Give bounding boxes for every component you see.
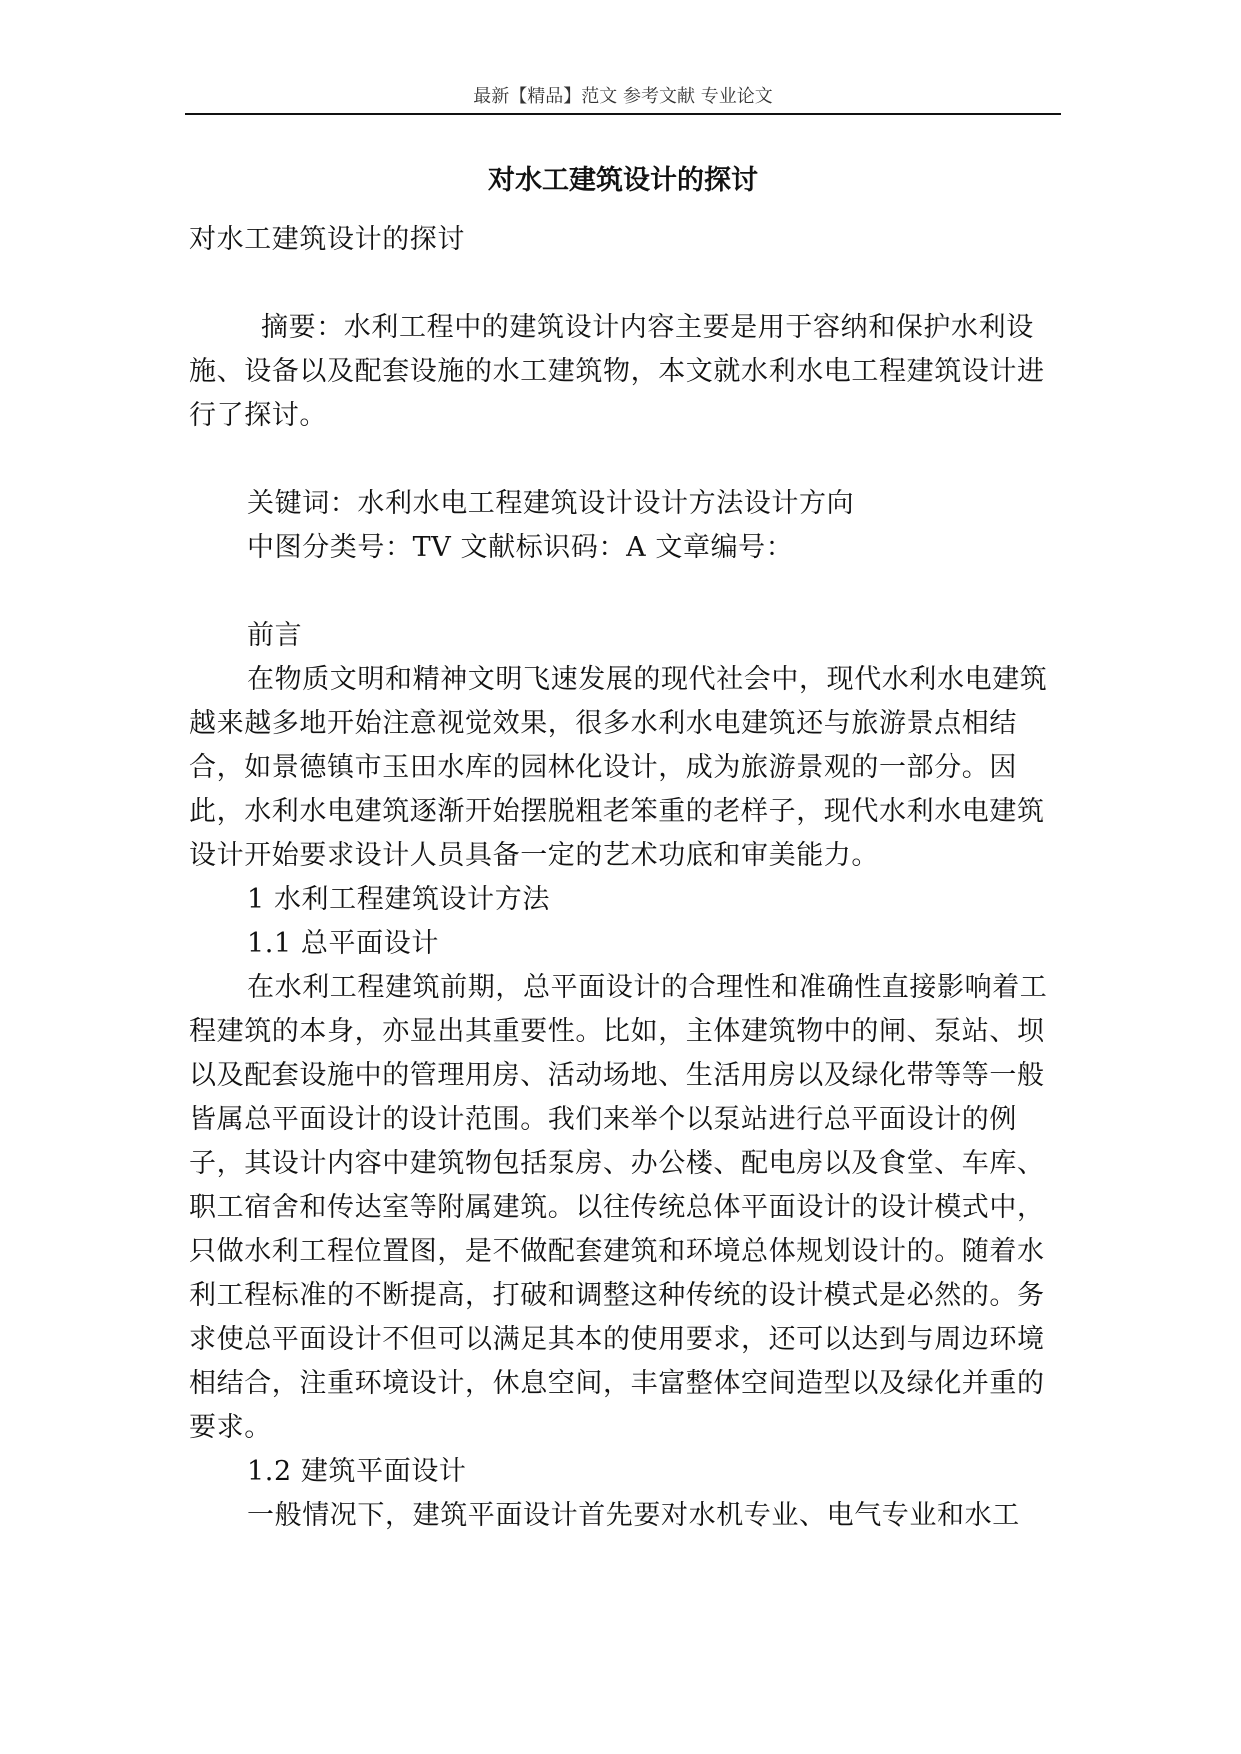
page-header: 最新【精品】范文 参考文献 专业论文 [473, 86, 773, 107]
section-1-1-paragraph: 在水利工程建筑前期，总平面设计的合理性和准确性直接影响着工程建筑的本身，亦显出其重要性。比如，主体建筑物中的闸、泵站、坝以及配套设施中的管理用房、活动场地、生活用房以及绿化带等等一般皆属总平面设计的设计范围。我们来举个以泵站进行总平面设计的例子，其设计内容中建筑物包括泵房、办公楼、配电房以及食堂、车库、职工宿舍和传达室等附属建筑。以往传统总体平面设计的设计模式中，只做水利工程位置图，是不做配套建筑和环境总体规划设计的。随着水利工程标准的不断提高，打破和调整这种传统的设计模式是必然的。务求使总平面设计不但可以满足其本的使用要求，还可以达到与周边环境相结合，注重环境设计，休息空间，丰富整体空间造型以及绿化并重的要求。 [189, 972, 1048, 1443]
abstract-paragraph: 摘要：水利工程中的建筑设计内容主要是用于容纳和保护水利设施、设备以及配套设施的水工建筑物，本文就水利水电工程建筑设计进行了探讨。 [189, 312, 1045, 431]
section-1-heading: 1 水利工程建筑设计方法 [247, 884, 550, 915]
document-subtitle: 对水工建筑设计的探讨 [189, 224, 465, 255]
preface-paragraph: 在物质文明和精神文明飞速发展的现代社会中，现代水利水电建筑越来越多地开始注意视觉效果，很多水利水电建筑还与旅游景点相结合，如景德镇市玉田水库的园林化设计，成为旅游景观的一部分。因此，水利水电建筑逐渐开始摆脱粗老笨重的老样子，现代水利水电建筑设计开始要求设计人员具备一定的艺术功底和审美能力。 [189, 664, 1048, 871]
section-1-2-heading: 1.2 建筑平面设计 [247, 1456, 467, 1487]
header-divider [185, 113, 1061, 115]
section-1-1-heading: 1.1 总平面设计 [247, 928, 439, 959]
preface-heading: 前言 [247, 620, 303, 651]
keywords-line: 关键词：水利水电工程建筑设计设计方法设计方向 [247, 488, 855, 519]
document-body [189, 218, 1061, 1538]
classification-line: 中图分类号：TV 文献标识码：A 文章编号： [247, 532, 794, 563]
section-1-2-paragraph: 一般情况下，建筑平面设计首先要对水机专业、电气专业和水工 [247, 1500, 1020, 1531]
document-title: 对水工建筑设计的探讨 [488, 165, 758, 196]
